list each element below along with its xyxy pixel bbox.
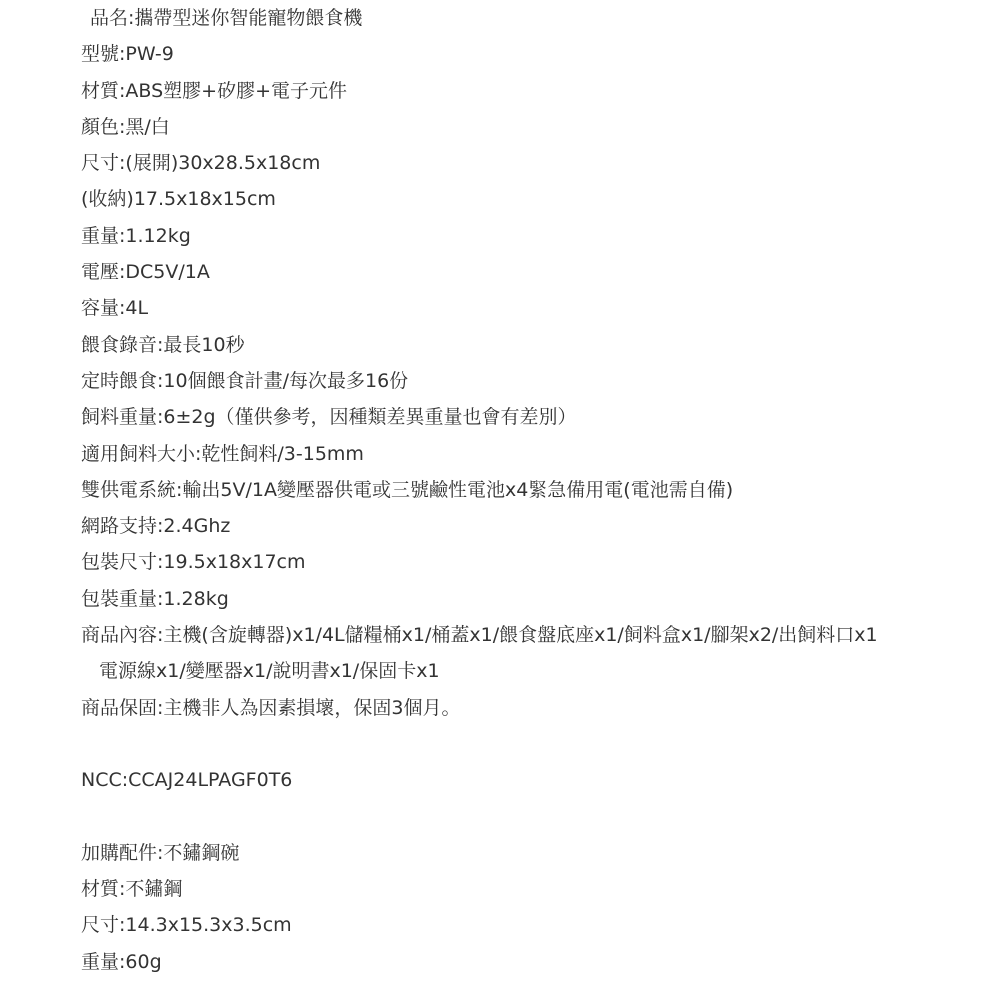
spec-size-stored: (收納)17.5x18x15cm — [81, 188, 276, 211]
spec-warranty: 商品保固:主機非人為因素損壞，保固3個月。 — [81, 696, 461, 719]
spec-timer: 定時餵食:10個餵食計畫/每次最多16份 — [81, 369, 409, 392]
spec-product-name: 品名:攜帶型迷你智能寵物餵食機 — [90, 7, 363, 29]
spec-size-expanded: 尺寸:(展開)30x28.5x18cm — [81, 152, 321, 175]
accessory-weight: 重量:60g — [81, 950, 162, 973]
spacer — [81, 799, 981, 835]
spec-package-size: 包裝尺寸:19.5x18x17cm — [81, 551, 306, 574]
spacer — [81, 726, 981, 762]
spec-model: 型號:PW-9 — [81, 43, 174, 66]
spec-power-system: 雙供電系統:輸出5V/1A變壓器供電或三號鹼性電池x4緊急備用電(電池需自備) — [81, 478, 734, 501]
accessory-size: 尺寸:14.3x15.3x3.5cm — [81, 914, 292, 937]
accessory-name: 加購配件:不鏽鋼碗 — [81, 841, 240, 864]
spec-ncc: NCC:CCAJ24LPAGF0T6 — [81, 769, 293, 792]
accessory-material: 材質:不鏽鋼 — [81, 878, 183, 901]
spec-feed-weight: 飼料重量:6±2g（僅供參考，因種類差異重量也會有差別） — [81, 406, 577, 429]
spec-material: 材質:ABS塑膠+矽膠+電子元件 — [81, 79, 348, 102]
spec-contents-line1: 商品內容:主機(含旋轉器)x1/4L儲糧桶x1/桶蓋x1/餵食盤底座x1/飼料盒x1/腳架x2/出飼料口x1 — [81, 624, 878, 647]
spec-voltage: 電壓:DC5V/1A — [81, 261, 210, 284]
spec-recording: 餵食錄音:最長10秒 — [81, 333, 245, 356]
spec-capacity: 容量:4L — [81, 297, 149, 320]
spec-sheet — [81, 0, 981, 980]
spec-network: 網路支持:2.4Ghz — [81, 515, 231, 538]
spec-color: 顏色:黑/白 — [81, 115, 170, 138]
spec-weight: 重量:1.12kg — [81, 224, 191, 247]
spec-contents-line2: 電源線x1/變壓器x1/說明書x1/保固卡x1 — [99, 660, 440, 683]
spec-feed-size: 適用飼料大小:乾性飼料/3-15mm — [81, 442, 364, 465]
spec-package-weight: 包裝重量:1.28kg — [81, 587, 229, 610]
